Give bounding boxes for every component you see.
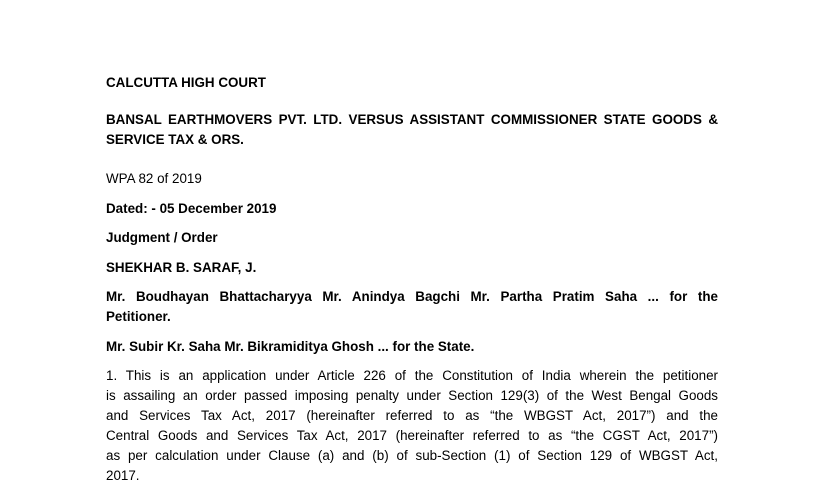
paragraph-1 xyxy=(106,366,718,486)
petitioner-counsel-line-2: Petitioner. xyxy=(106,309,171,324)
state-counsel: Mr. Subir Kr. Saha Mr. Bikramiditya Ghosh ... for the State. xyxy=(106,339,475,354)
court-name: CALCUTTA HIGH COURT xyxy=(106,75,266,90)
case-number: WPA 82 of 2019 xyxy=(106,171,202,186)
judge-name: SHEKHAR B. SARAF, J. xyxy=(106,260,257,275)
petitioner-counsel-line-1: Mr. Boudhayan Bhattacharyya Mr. Anindya Bagchi Mr. Partha Pratim Saha ... for the xyxy=(106,289,718,304)
paragraph-1-line: 2017. xyxy=(106,468,140,483)
paragraph-1-line: is assailing an order passed imposing penalty under Section 129(3) of the West Bengal Goods xyxy=(106,388,718,403)
order-type: Judgment / Order xyxy=(106,230,218,245)
dated-line: Dated: - 05 December 2019 xyxy=(106,201,277,216)
paragraph-1-line: as per calculation under Clause (a) and (b) of sub-Section (1) of Section 129 of WBGST Act, xyxy=(106,448,718,463)
paragraph-1-line: Central Goods and Services Tax Act, 2017 (hereinafter referred to as “the CGST Act, 2017”) xyxy=(106,428,718,443)
case-title-line-2: SERVICE TAX & ORS. xyxy=(106,132,244,147)
paragraph-1-line: 1. This is an application under Article 226 of the Constitution of India wherein the petitioner xyxy=(106,368,718,383)
paragraph-1-line: and Services Tax Act, 2017 (hereinafter referred to as “the WBGST Act, 2017”) and the xyxy=(106,408,718,423)
case-title-line-1: BANSAL EARTHMOVERS PVT. LTD. VERSUS ASSISTANT COMMISSIONER STATE GOODS & xyxy=(106,112,718,127)
